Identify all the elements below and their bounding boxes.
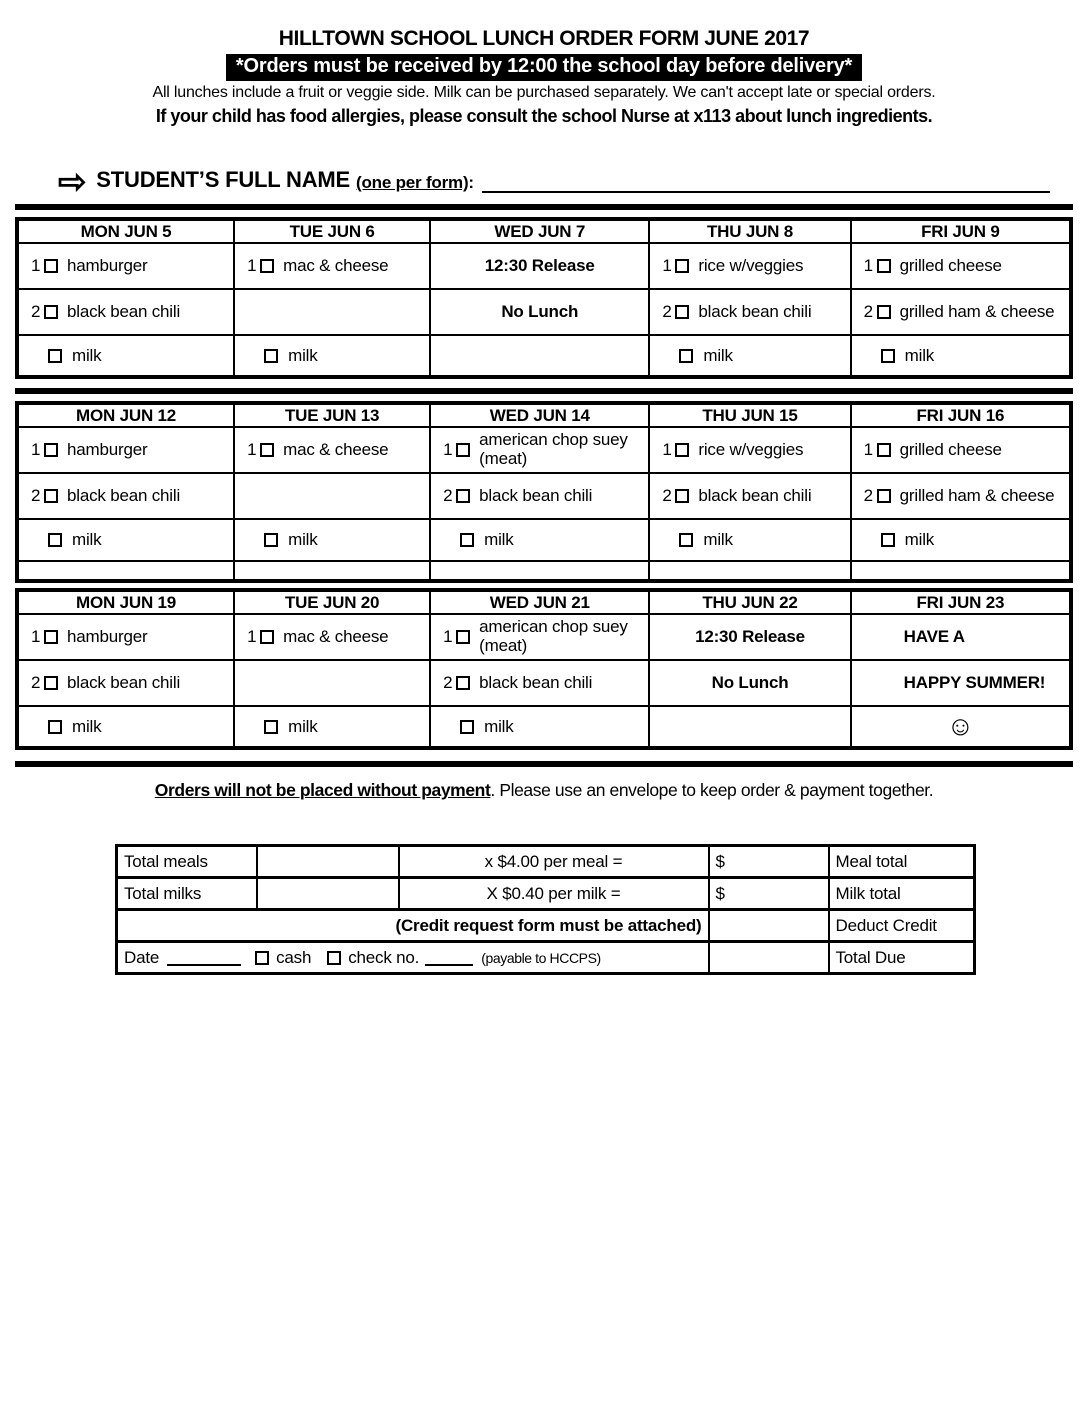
- milk-label: milk: [904, 530, 935, 549]
- empty-cell: [649, 561, 850, 581]
- student-name-field[interactable]: [482, 169, 1050, 193]
- dollar-entry-cell[interactable]: $: [709, 846, 829, 878]
- empty-cell: [234, 660, 430, 706]
- meal-checkbox[interactable]: [675, 489, 689, 503]
- menu-row: [17, 660, 1071, 706]
- milk-cell: [851, 335, 1071, 377]
- choice-number: 1: [247, 256, 257, 275]
- empty-cell: [234, 289, 430, 335]
- day-header: THU JUN 22: [649, 590, 850, 614]
- menu-item-label: mac & cheese: [283, 439, 389, 459]
- choice-number: 2: [31, 302, 41, 321]
- day-header: WED JUN 7: [430, 219, 649, 243]
- day-header: TUE JUN 20: [234, 590, 430, 614]
- totals-table: [115, 844, 976, 975]
- meal-checkbox[interactable]: [675, 305, 689, 319]
- menu-item-label: black bean chili: [67, 672, 181, 692]
- totals-label-cell: Total milks: [117, 878, 257, 910]
- choice-number: 2: [31, 486, 41, 505]
- meal-checkbox[interactable]: [44, 259, 58, 273]
- empty-cell: [649, 706, 850, 748]
- check-no-label: check no.: [348, 947, 420, 967]
- dollar-entry-cell[interactable]: $: [709, 878, 829, 910]
- milk-option: [19, 717, 233, 737]
- milk-label: milk: [703, 345, 733, 365]
- cash-label: cash: [276, 947, 312, 967]
- item-cell: [17, 289, 234, 335]
- day-header: TUE JUN 6: [234, 219, 430, 243]
- milk-label: milk: [904, 345, 935, 365]
- meal-checkbox[interactable]: [675, 259, 689, 273]
- milk-option: [852, 346, 1069, 366]
- empty-cell: [234, 561, 430, 581]
- milk-row: [17, 706, 1071, 748]
- meal-checkbox[interactable]: [260, 630, 274, 644]
- milk-option: [235, 717, 429, 737]
- menu-item: [852, 484, 1069, 508]
- choice-number: 1: [31, 256, 41, 275]
- milk-label: milk: [484, 530, 514, 549]
- item-cell: [649, 473, 850, 519]
- milk-label: milk: [484, 716, 514, 736]
- day-header-row: [17, 219, 1071, 243]
- item-cell: [17, 614, 234, 660]
- milk-cell: [234, 335, 430, 377]
- menu-item-label: hamburger: [67, 439, 148, 459]
- meal-checkbox[interactable]: [456, 630, 470, 644]
- milk-label: milk: [72, 345, 102, 365]
- count-entry-cell[interactable]: [257, 878, 399, 910]
- choice-number: 1: [443, 627, 453, 646]
- choice-number: 1: [31, 440, 41, 459]
- note-cell: 12:30 Release: [649, 614, 850, 660]
- menu-item-label: rice w/veggies: [698, 255, 804, 275]
- day-header: FRI JUN 23: [851, 590, 1071, 614]
- empty-cell: [851, 561, 1071, 581]
- milk-checkbox[interactable]: [460, 533, 474, 547]
- day-header: TUE JUN 13: [234, 403, 430, 427]
- student-name-colon: :: [468, 173, 474, 192]
- meal-checkbox[interactable]: [260, 259, 274, 273]
- item-cell: [649, 243, 850, 289]
- choice-number: 1: [863, 440, 873, 459]
- item-cell: [851, 243, 1071, 289]
- meal-checkbox[interactable]: [877, 489, 891, 503]
- menu-item: [852, 438, 1069, 462]
- menu-item-label: mac & cheese: [283, 255, 389, 275]
- menu-item-label: black bean chili: [67, 485, 181, 505]
- payment-method-cell: [117, 942, 709, 974]
- cash-checkbox[interactable]: [255, 951, 269, 965]
- meal-checkbox[interactable]: [456, 676, 470, 690]
- choice-number: 1: [662, 256, 672, 275]
- menu-item: [19, 625, 233, 649]
- section-divider: [15, 204, 1073, 210]
- menu-row: [17, 289, 1071, 335]
- payment-note-bold: Orders will not be placed without payment: [154, 780, 491, 800]
- day-header: FRI JUN 9: [851, 219, 1071, 243]
- milk-cell: [649, 335, 850, 377]
- item-cell: [430, 427, 649, 473]
- item-cell: [851, 427, 1071, 473]
- day-header: THU JUN 8: [649, 219, 850, 243]
- menu-item: [19, 438, 233, 462]
- menu-item-label: american chop suey (meat): [479, 617, 628, 655]
- payable-to-label: (payable to HCCPS): [481, 949, 601, 966]
- totals-label-cell: X $0.40 per milk =: [399, 878, 709, 910]
- totals-section: [115, 844, 1088, 975]
- menu-item: [19, 300, 233, 324]
- milk-checkbox[interactable]: [264, 349, 278, 363]
- week-table-3: [15, 588, 1073, 750]
- choice-number: 1: [863, 256, 873, 275]
- check-no-checkbox[interactable]: [327, 951, 341, 965]
- milk-option: [650, 530, 849, 550]
- milk-cell: [649, 519, 850, 561]
- menu-item-label: rice w/veggies: [698, 439, 804, 459]
- milk-label: milk: [703, 530, 733, 549]
- empty-cell: [430, 335, 649, 377]
- item-cell: [649, 289, 850, 335]
- meal-checkbox[interactable]: [44, 305, 58, 319]
- payment-note: [0, 780, 1088, 801]
- item-cell: [234, 427, 430, 473]
- section-divider: [15, 761, 1073, 767]
- milk-cell: [234, 519, 430, 561]
- spacer-row: [17, 561, 1071, 581]
- section-divider: [15, 388, 1073, 394]
- menu-item: [431, 616, 648, 657]
- meal-checkbox[interactable]: [44, 630, 58, 644]
- menu-item-label: grilled ham & cheese: [899, 485, 1055, 505]
- menu-item: [431, 429, 648, 470]
- meal-checkbox[interactable]: [877, 443, 891, 457]
- day-header: WED JUN 21: [430, 590, 649, 614]
- milk-checkbox[interactable]: [48, 349, 62, 363]
- credit-note-cell: (Credit request form must be attached): [117, 910, 709, 942]
- count-entry-cell[interactable]: [257, 846, 399, 878]
- menu-row: [17, 427, 1071, 473]
- menu-item-label: black bean chili: [479, 485, 593, 505]
- meal-checkbox[interactable]: [44, 443, 58, 457]
- menu-item: [852, 300, 1069, 324]
- menu-row: [17, 473, 1071, 519]
- menu-item-label: american chop suey (meat): [479, 430, 628, 468]
- item-cell: [649, 427, 850, 473]
- milk-checkbox[interactable]: [264, 533, 278, 547]
- week-table-1: [15, 217, 1073, 379]
- item-cell: [430, 614, 649, 660]
- note-cell: HAVE A: [851, 614, 1071, 660]
- day-header: MON JUN 12: [17, 403, 234, 427]
- milk-checkbox[interactable]: [679, 349, 693, 363]
- payment-note-rest: . Please use an envelope to keep order & payment together.: [490, 780, 934, 800]
- day-header: WED JUN 14: [430, 403, 649, 427]
- milk-checkbox[interactable]: [460, 720, 474, 734]
- item-cell: [851, 289, 1071, 335]
- menu-item: [650, 438, 849, 462]
- totals-label-cell: Total meals: [117, 846, 257, 878]
- day-header: THU JUN 15: [649, 403, 850, 427]
- one-per-form-label: (one per form): [355, 173, 469, 192]
- milk-option: [431, 717, 648, 737]
- menu-item-label: black bean chili: [698, 485, 812, 505]
- milk-cell: [17, 335, 234, 377]
- milk-option: [852, 530, 1069, 550]
- milk-cell: [234, 706, 430, 748]
- meal-checkbox[interactable]: [44, 676, 58, 690]
- credit-entry-cell[interactable]: [709, 910, 829, 942]
- blank-margin: [0, 975, 1088, 1405]
- menu-item-label: grilled cheese: [899, 439, 1002, 459]
- milk-total-row: [117, 878, 975, 910]
- check-no-field[interactable]: [425, 950, 473, 966]
- totals-label-cell: Total Due: [829, 942, 975, 974]
- choice-number: 1: [247, 627, 257, 646]
- item-cell: [17, 243, 234, 289]
- choice-number: 1: [31, 627, 41, 646]
- menu-item: [235, 438, 429, 462]
- deduct-credit-row: [117, 910, 975, 942]
- totals-label-cell: x $4.00 per meal =: [399, 846, 709, 878]
- item-cell: [851, 473, 1071, 519]
- menu-row: [17, 614, 1071, 660]
- choice-number: 2: [662, 302, 672, 321]
- total-due-row: [117, 942, 975, 974]
- total-due-entry-cell[interactable]: [709, 942, 829, 974]
- week-menu-table: [15, 588, 1073, 750]
- note-cell: HAPPY SUMMER!: [851, 660, 1071, 706]
- milk-row: [17, 519, 1071, 561]
- choice-number: 2: [31, 673, 41, 692]
- choice-number: 2: [662, 486, 672, 505]
- item-cell: [234, 243, 430, 289]
- day-header: MON JUN 19: [17, 590, 234, 614]
- meal-checkbox[interactable]: [44, 489, 58, 503]
- menu-item-label: black bean chili: [67, 301, 181, 321]
- week-menu-table: [15, 217, 1073, 379]
- meal-total-row: [117, 846, 975, 878]
- day-header: FRI JUN 16: [851, 403, 1071, 427]
- menu-item-label: hamburger: [67, 626, 148, 646]
- milk-label: milk: [288, 716, 318, 736]
- menu-item-label: hamburger: [67, 255, 148, 275]
- milk-option: [19, 346, 233, 366]
- meal-checkbox[interactable]: [456, 443, 470, 457]
- menu-item: [431, 671, 648, 695]
- milk-option: [235, 346, 429, 366]
- milk-cell: [17, 706, 234, 748]
- smiley-icon: ☺: [851, 706, 1071, 748]
- item-cell: [234, 614, 430, 660]
- milk-cell: [430, 706, 649, 748]
- item-cell: [17, 473, 234, 519]
- menu-item-label: grilled cheese: [899, 255, 1002, 275]
- milk-checkbox[interactable]: [881, 349, 895, 363]
- payment-method-line: [124, 948, 702, 968]
- choice-number: 1: [247, 440, 257, 459]
- menu-item: [650, 254, 849, 278]
- milk-label: milk: [72, 530, 102, 549]
- milk-cell: [430, 519, 649, 561]
- item-cell: [430, 473, 649, 519]
- note-cell: No Lunch: [649, 660, 850, 706]
- item-cell: [430, 660, 649, 706]
- form-header: [0, 0, 1088, 127]
- empty-cell: [430, 561, 649, 581]
- day-header-row: [17, 403, 1071, 427]
- menu-item: [650, 484, 849, 508]
- note-cell: No Lunch: [430, 289, 649, 335]
- milk-label: milk: [72, 716, 102, 736]
- totals-label-cell: Meal total: [829, 846, 975, 878]
- milk-checkbox[interactable]: [264, 720, 278, 734]
- milk-cell: [851, 519, 1071, 561]
- choice-number: 2: [443, 486, 453, 505]
- week-table-2: [15, 401, 1073, 583]
- student-name-label: STUDENT’S FULL NAME: [96, 167, 350, 192]
- menu-item: [650, 300, 849, 324]
- menu-item: [19, 671, 233, 695]
- menu-item: [235, 625, 429, 649]
- menu-item: [19, 254, 233, 278]
- totals-label-cell: Deduct Credit: [829, 910, 975, 942]
- milk-row: [17, 335, 1071, 377]
- meal-checkbox[interactable]: [675, 443, 689, 457]
- date-label: Date: [124, 947, 160, 967]
- student-name-row: [58, 163, 1050, 201]
- meal-checkbox[interactable]: [456, 489, 470, 503]
- menu-item-label: black bean chili: [698, 301, 812, 321]
- week-menu-table: [15, 401, 1073, 583]
- milk-checkbox[interactable]: [48, 533, 62, 547]
- menu-item: [19, 484, 233, 508]
- milk-label: milk: [288, 345, 318, 365]
- choice-number: 2: [443, 673, 453, 692]
- item-cell: [17, 427, 234, 473]
- choice-number: 1: [443, 440, 453, 459]
- menu-item: [235, 254, 429, 278]
- menu-item-label: grilled ham & cheese: [899, 301, 1055, 321]
- empty-cell: [234, 473, 430, 519]
- choice-number: 1: [662, 440, 672, 459]
- milk-option: [431, 530, 648, 550]
- milk-option: [19, 530, 233, 550]
- menu-item-label: mac & cheese: [283, 626, 389, 646]
- menu-item: [431, 484, 648, 508]
- milk-label: milk: [288, 530, 318, 549]
- milk-cell: [17, 519, 234, 561]
- milk-checkbox[interactable]: [48, 720, 62, 734]
- day-header: MON JUN 5: [17, 219, 234, 243]
- item-cell: [17, 660, 234, 706]
- form-title: HILLTOWN SCHOOL LUNCH ORDER FORM JUNE 2017: [278, 27, 810, 50]
- meal-checkbox[interactable]: [877, 305, 891, 319]
- milk-checkbox[interactable]: [679, 533, 693, 547]
- date-field[interactable]: [167, 950, 241, 966]
- empty-cell: [17, 561, 234, 581]
- meal-checkbox[interactable]: [877, 259, 891, 273]
- choice-number: 2: [863, 302, 873, 321]
- milk-checkbox[interactable]: [881, 533, 895, 547]
- menu-row: [17, 243, 1071, 289]
- deadline-banner: *Orders must be received by 12:00 the school day before delivery*: [226, 54, 862, 81]
- note-cell: 12:30 Release: [430, 243, 649, 289]
- header-note-allergy: If your child has food allergies, please consult the school Nurse at x113 about lunch ingredients.: [155, 106, 933, 126]
- milk-option: [650, 346, 849, 366]
- menu-item: [852, 254, 1069, 278]
- meal-checkbox[interactable]: [260, 443, 274, 457]
- menu-item-label: black bean chili: [479, 672, 593, 692]
- right-arrow-icon: ⇨: [58, 163, 87, 201]
- milk-option: [235, 530, 429, 550]
- header-note-general: All lunches include a fruit or veggie side. Milk can be purchased separately. We can't accept late or special orders.: [152, 84, 936, 101]
- totals-label-cell: Milk total: [829, 878, 975, 910]
- choice-number: 2: [863, 486, 873, 505]
- day-header-row: [17, 590, 1071, 614]
